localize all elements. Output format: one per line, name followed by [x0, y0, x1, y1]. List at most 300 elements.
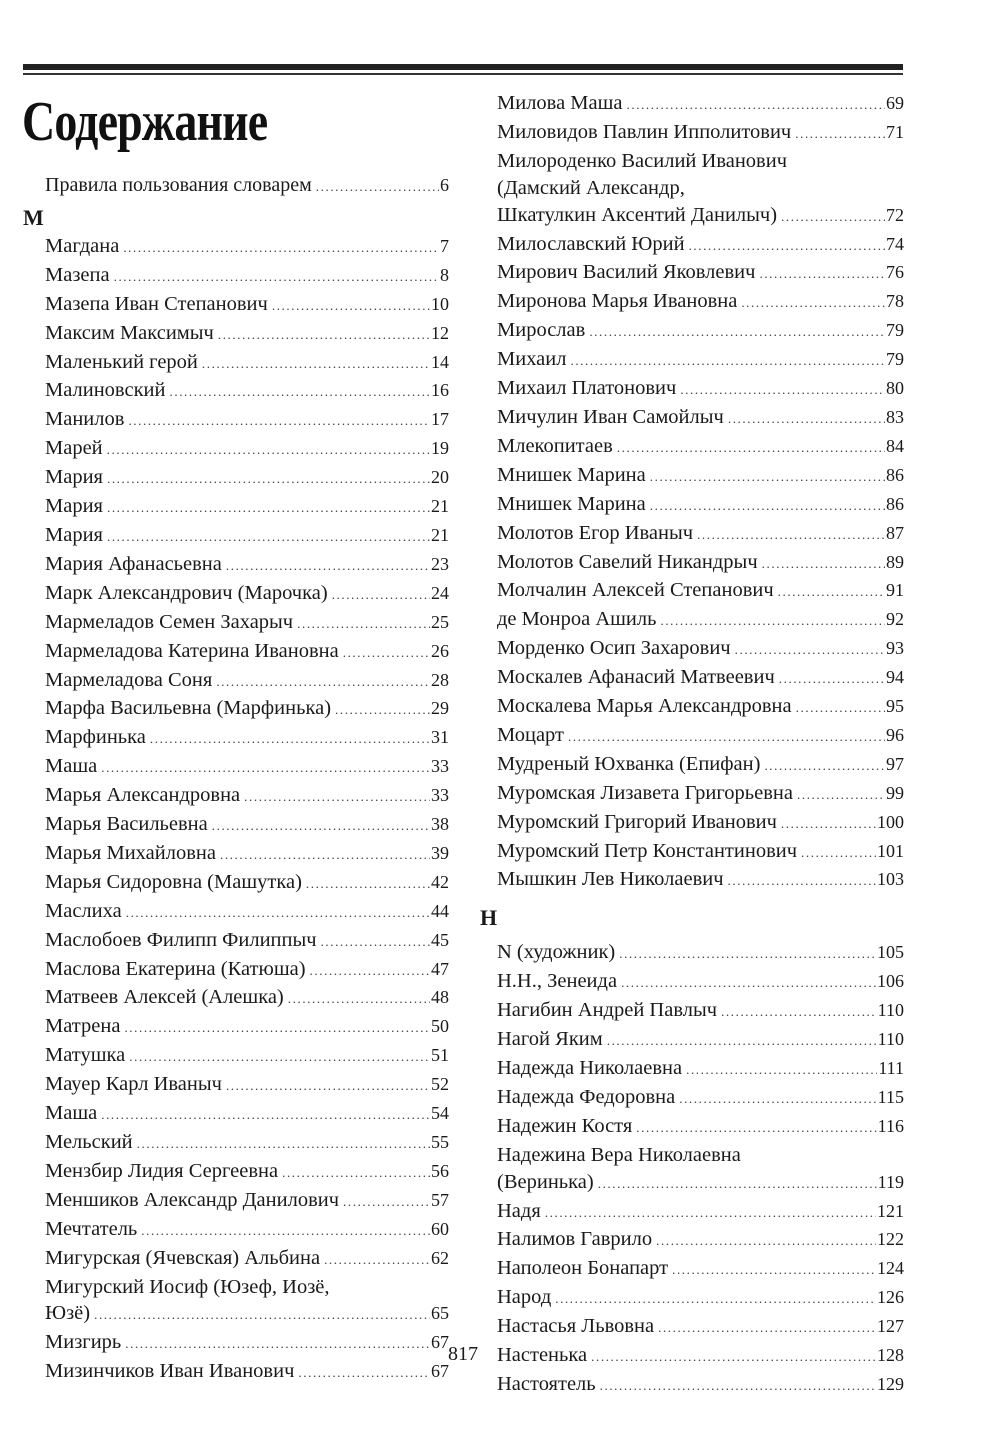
toc-entry[interactable] [45, 377, 449, 406]
leader-dots [570, 348, 885, 375]
leader-dots [126, 900, 430, 927]
entry-page: 21 [431, 496, 449, 517]
toc-entry[interactable] [497, 1026, 904, 1055]
toc-entry[interactable] [45, 927, 449, 956]
toc-entry[interactable] [497, 664, 904, 693]
entry-page: 55 [431, 1132, 449, 1152]
entry-page: 116 [877, 1115, 904, 1136]
entry-name: Молотов Савелий Никандрыч [497, 550, 758, 573]
toc-entry[interactable] [497, 751, 904, 780]
entry-name: Мышкин Лев Николаевич [497, 868, 724, 891]
entry-name: Нагибин Андрей Павлыч [497, 999, 718, 1022]
entry-name: Миловидов Павлин Ипполитович [497, 120, 792, 143]
toc-entry[interactable] [45, 1013, 449, 1042]
entry-name: Правила пользования словарем [45, 174, 312, 196]
entry-name: Мармеладова Соня [45, 668, 213, 691]
toc-entry[interactable] [45, 1158, 449, 1187]
toc-entry[interactable] [45, 320, 449, 349]
entry-name: Муромская Лизавета Григорьевна [497, 781, 793, 804]
entry-name-line1: Милороденко Василий Иванович [497, 149, 788, 172]
entry-page: 28 [431, 669, 449, 690]
entry-page: 100 [877, 811, 904, 832]
entry-name: Мармеладова Катерина Ивановна [45, 639, 339, 662]
entry-page: 79 [886, 349, 904, 370]
leader-dots [797, 782, 885, 809]
entry-name: Надежин Костя [497, 1114, 633, 1137]
entry-name: Милославский Юрий [497, 232, 685, 255]
entry-page: 65 [431, 1303, 449, 1324]
toc-entry-rules[interactable] [45, 172, 449, 201]
entry-page: 33 [431, 756, 449, 777]
leader-dots [621, 970, 876, 997]
entry-name: Маша [45, 1102, 98, 1125]
leader-dots [636, 1115, 876, 1142]
leader-dots [226, 553, 430, 580]
leader-dots [589, 319, 885, 346]
entry-name: Маслиха [45, 899, 122, 922]
entry-name: Марья Васильевна [45, 813, 208, 836]
entry-page: 103 [877, 869, 904, 890]
leader-dots [568, 724, 885, 751]
section-letter-n: Н [480, 905, 498, 931]
entry-page: 51 [431, 1045, 449, 1066]
toc-entry[interactable] [497, 288, 904, 317]
entry-page: 21 [431, 524, 449, 545]
toc-list-m-right-head [497, 90, 904, 148]
leader-dots [114, 264, 439, 291]
leader-dots [619, 941, 876, 968]
entry-name: Настенька [497, 1344, 588, 1367]
entry-page: 42 [431, 871, 449, 892]
entry-page: 111 [878, 1058, 904, 1078]
leader-dots [781, 811, 876, 838]
leader-dots [779, 666, 885, 693]
entry-name: Марья Сидоровна (Машутка) [45, 870, 302, 893]
toc-entry[interactable] [497, 693, 904, 722]
entry-name: Мауер Карл Иваныч [45, 1073, 222, 1096]
toc-entry[interactable] [497, 722, 904, 751]
toc-left-column [23, 172, 449, 1387]
entry-page: 23 [431, 553, 449, 574]
entry-page: 39 [431, 842, 449, 863]
entry-name: Миронова Марья Ивановна [497, 290, 738, 313]
leader-dots [310, 958, 430, 985]
entry-page: 25 [431, 611, 449, 632]
entry-page: 62 [431, 1247, 449, 1268]
toc-list-n-tail [497, 1198, 904, 1400]
toc-entry[interactable] [45, 1129, 449, 1158]
toc-entry[interactable] [497, 549, 904, 578]
toc-entry[interactable] [45, 1216, 449, 1245]
entry-page: 83 [886, 406, 904, 427]
entry-name: Мензбир Лидия Сергеевна [45, 1159, 279, 1182]
toc-entry[interactable] [497, 346, 904, 375]
toc-entry[interactable] [45, 349, 449, 378]
entry-name: Мудреный Юхванка (Епифан) [497, 752, 761, 775]
entry-page: 31 [431, 727, 449, 748]
entry-page: 7 [440, 235, 449, 256]
leader-dots [728, 868, 876, 895]
entry-name: Нагой Яким [497, 1028, 603, 1051]
toc-entry[interactable] [497, 491, 904, 520]
entry-name: Маслобоев Филипп Филиппыч [45, 928, 317, 951]
toc-entry[interactable] [497, 635, 904, 664]
toc-entry[interactable] [45, 667, 449, 696]
entry-page: 93 [886, 638, 904, 659]
entry-name: Народ [497, 1286, 552, 1309]
leader-dots [795, 121, 885, 148]
toc-entry[interactable] [45, 522, 449, 551]
toc-entry[interactable] [497, 1084, 904, 1113]
leader-dots [107, 437, 430, 464]
entry-page: 74 [886, 233, 904, 254]
toc-entry[interactable] [497, 577, 904, 606]
leader-dots [244, 784, 430, 811]
entry-name: Надежда Николаевна [497, 1057, 683, 1079]
entry-name: Максим Максимыч [45, 321, 214, 344]
entry-page: 91 [886, 580, 904, 601]
leader-dots [101, 755, 430, 782]
entry-name: Магдана [45, 234, 120, 257]
toc-entry[interactable] [497, 780, 904, 809]
entry-page: 87 [886, 522, 904, 543]
entry-page: 48 [431, 987, 449, 1008]
entry-name: Мизгирь [45, 1331, 122, 1354]
leader-dots [137, 1131, 430, 1158]
entry-page: 119 [877, 1171, 904, 1192]
entry-name: Маленький герой [45, 350, 198, 373]
toc-entry[interactable] [497, 433, 904, 462]
entry-page: 126 [877, 1287, 904, 1308]
entry-page: 71 [886, 121, 904, 142]
toc-entry[interactable] [497, 317, 904, 346]
entry-name-line1: Мигурский Иосиф (Юзеф, Иозё, [45, 1275, 330, 1298]
entry-name: Мнишек Марина [497, 492, 646, 515]
toc-entry[interactable] [45, 493, 449, 522]
leader-dots [107, 466, 430, 493]
entry-name: Милова Маша [497, 92, 623, 114]
leader-dots [343, 1189, 430, 1216]
entry-page: 19 [431, 438, 449, 459]
toc-entry[interactable] [45, 724, 449, 753]
entry-page: 94 [886, 667, 904, 688]
leader-dots [282, 1160, 430, 1187]
leader-dots [658, 1315, 876, 1342]
leader-dots [764, 753, 885, 780]
entry-name: N (художник) [497, 941, 616, 964]
entry-page: 20 [431, 467, 449, 488]
entry-page: 124 [877, 1258, 904, 1279]
leader-dots [129, 1044, 430, 1071]
toc-entry[interactable] [45, 1071, 449, 1100]
toc-entry[interactable] [45, 262, 449, 291]
leader-dots [679, 1086, 876, 1113]
toc-entry[interactable] [497, 1255, 904, 1284]
leader-dots [801, 840, 876, 867]
toc-entry[interactable] [45, 782, 449, 811]
toc-entry[interactable] [497, 148, 904, 231]
entry-name: Мария [45, 495, 103, 518]
entry-name: Налимов Гаврило [497, 1228, 653, 1251]
toc-entry[interactable] [497, 809, 904, 838]
entry-name: Мария [45, 523, 103, 546]
entry-page: 44 [431, 900, 449, 921]
toc-entry[interactable] [45, 435, 449, 464]
leader-dots [335, 697, 430, 724]
entry-page: 97 [886, 753, 904, 774]
entry-name: Маша [45, 755, 98, 778]
entry-name: Москалева Марья Александровна [497, 695, 792, 718]
entry-name: Муромский Григорий Иванович [497, 810, 777, 833]
toc-entry[interactable] [45, 638, 449, 667]
entry-name: Матвеев Алексей (Алешка) [45, 986, 284, 1009]
toc-entry[interactable] [45, 291, 449, 320]
leader-dots [672, 1257, 876, 1284]
entry-name: Марья Александровна [45, 784, 241, 807]
leader-dots [343, 640, 430, 667]
entry-name: Настасья Львовна [497, 1315, 655, 1338]
toc-entry[interactable] [45, 869, 449, 898]
entry-page: 8 [440, 264, 449, 285]
entry-name: Мирослав [497, 319, 586, 342]
entry-name: Матрена [45, 1015, 121, 1038]
leader-dots [728, 406, 885, 433]
entry-page: 129 [877, 1373, 904, 1394]
leader-dots [306, 871, 430, 898]
leader-dots [107, 495, 430, 522]
leader-dots [600, 1373, 876, 1400]
toc-entry[interactable] [45, 1187, 449, 1216]
entry-page: 122 [877, 1229, 904, 1250]
entry-page: 79 [886, 320, 904, 341]
entry-name: Мичулин Иван Самойлыч [497, 405, 724, 428]
entry-name-line2: (Дамский Александр, [497, 176, 685, 199]
entry-page: 106 [877, 971, 904, 992]
toc-right-column [480, 90, 904, 1400]
toc-entry[interactable] [45, 1245, 449, 1274]
leader-dots [689, 233, 885, 260]
toc-entry[interactable] [45, 551, 449, 580]
toc-entry[interactable] [497, 1113, 904, 1142]
leader-dots [762, 551, 885, 578]
entry-name: Мария [45, 466, 103, 489]
toc-entry[interactable] [45, 840, 449, 869]
leader-dots [94, 1302, 430, 1329]
toc-entry[interactable] [497, 1226, 904, 1255]
toc-entry[interactable] [497, 1313, 904, 1342]
entry-page: 115 [877, 1086, 904, 1107]
entry-page: 80 [886, 378, 904, 399]
entry-name: Марей [45, 437, 103, 460]
leader-dots [316, 174, 439, 201]
entry-name-line2: (Веринька) [497, 1170, 594, 1193]
entry-page: 89 [886, 551, 904, 572]
entry-page: 84 [886, 435, 904, 456]
toc-entry[interactable] [45, 580, 449, 609]
leader-dots [759, 261, 885, 288]
toc-entry[interactable] [45, 956, 449, 985]
section-letter-m: М [23, 204, 44, 230]
leader-dots [128, 408, 430, 435]
toc-entry[interactable] [45, 1100, 449, 1129]
leader-dots [721, 999, 877, 1026]
entry-page: 26 [431, 640, 449, 661]
entry-page: 72 [886, 204, 904, 225]
toc-entry[interactable] [497, 404, 904, 433]
entry-name: Мазепа [45, 263, 110, 286]
leader-dots [617, 435, 885, 462]
leader-dots [141, 1218, 430, 1245]
leader-dots [781, 204, 885, 231]
entry-name: де Монроа Ашиль [497, 608, 657, 631]
entry-name: Молчалин Алексей Степанович [497, 579, 774, 602]
entry-name: Наполеон Бонапарт [497, 1257, 669, 1280]
entry-page: 29 [431, 698, 449, 719]
entry-name: Марфа Васильевна (Марфинька) [45, 697, 332, 720]
entry-page: 33 [431, 785, 449, 806]
toc-entry[interactable] [45, 811, 449, 840]
entry-page: 17 [431, 409, 449, 430]
entry-name: Мнишек Марина [497, 463, 646, 486]
leader-dots [656, 1228, 876, 1255]
leader-dots [124, 1015, 430, 1042]
entry-page: 78 [886, 291, 904, 312]
entry-page: 121 [877, 1200, 904, 1221]
toc-entry[interactable] [497, 968, 904, 997]
leader-dots [212, 813, 430, 840]
entry-page: 16 [431, 380, 449, 401]
entry-page: 96 [886, 724, 904, 745]
entry-page: 52 [431, 1074, 449, 1095]
entry-name: Мигурская (Ячевская) Альбина [45, 1246, 321, 1269]
leader-dots [796, 695, 885, 722]
header-rule-thin [23, 73, 903, 75]
entry-name: Мечтатель [45, 1217, 138, 1240]
entry-name: Надя [497, 1199, 541, 1222]
entry-page: 45 [431, 929, 449, 950]
toc-entry[interactable] [497, 1142, 904, 1198]
leader-dots [627, 92, 885, 119]
leader-dots [272, 293, 430, 320]
entry-page: 69 [886, 93, 904, 113]
entry-name: Молотов Егор Иваныч [497, 521, 694, 544]
toc-entry[interactable] [45, 406, 449, 435]
entry-name: Михаил Платонович [497, 377, 677, 400]
page-number: 817 [448, 1343, 478, 1365]
entry-page: 67 [431, 1361, 449, 1382]
entry-page: 6 [440, 175, 449, 195]
entry-name: Мармеладов Семен Захарыч [45, 610, 294, 633]
toc-entry[interactable] [497, 375, 904, 404]
entry-name: Н.Н., Зенеида [497, 970, 618, 993]
toc-entry[interactable] [497, 939, 904, 968]
toc-entry[interactable] [45, 609, 449, 638]
leader-dots [680, 377, 885, 404]
entry-page: 76 [886, 262, 904, 283]
toc-entry[interactable] [45, 464, 449, 493]
toc-entry[interactable] [497, 231, 904, 260]
leader-dots [555, 1286, 876, 1313]
toc-entry[interactable] [45, 1274, 449, 1330]
leader-dots [321, 929, 430, 956]
toc-entry[interactable] [497, 462, 904, 491]
leader-dots [220, 842, 430, 869]
entry-page: 14 [431, 351, 449, 372]
toc-entry[interactable] [497, 997, 904, 1026]
toc-entry[interactable] [497, 259, 904, 288]
toc-entry[interactable] [497, 1371, 904, 1400]
toc-entry[interactable] [45, 1042, 449, 1071]
entry-name-line1: Надежина Вера Николаевна [497, 1143, 741, 1166]
toc-entry[interactable] [497, 1055, 904, 1084]
toc-entry[interactable] [497, 838, 904, 867]
entry-page: 128 [877, 1345, 904, 1366]
leader-dots [297, 611, 430, 638]
entry-name: Марфинька [45, 726, 146, 749]
entry-name: Мизинчиков Иван Иванович [45, 1360, 295, 1383]
toc-entry[interactable] [497, 119, 904, 148]
toc-entry[interactable] [497, 866, 904, 895]
leader-dots [607, 1028, 877, 1055]
leader-dots [324, 1247, 430, 1274]
entry-page: 60 [431, 1218, 449, 1239]
entry-name: Маслова Екатерина (Катюша) [45, 957, 306, 980]
entry-page: 57 [431, 1189, 449, 1210]
entry-name: Марк Александрович (Марочка) [45, 581, 328, 604]
entry-page: 99 [886, 782, 904, 803]
leader-dots [101, 1102, 430, 1129]
toc-entry[interactable] [497, 1284, 904, 1313]
toc-entry[interactable] [497, 606, 904, 635]
entry-page: 105 [877, 942, 904, 963]
toc-entry[interactable] [45, 898, 449, 927]
toc-entry[interactable] [497, 1198, 904, 1227]
entry-name: Манилов [45, 408, 125, 431]
leader-dots [650, 464, 885, 491]
entry-page: 86 [886, 464, 904, 485]
entry-name: Мария Афанасьевна [45, 552, 222, 575]
leader-dots [107, 524, 430, 551]
entry-page: 56 [431, 1160, 449, 1181]
toc-entry[interactable] [45, 753, 449, 782]
entry-name: Настоятель [497, 1372, 596, 1395]
leader-dots [226, 1073, 430, 1100]
leader-dots [202, 351, 430, 378]
entry-name: Мазепа Иван Степанович [45, 292, 268, 315]
entry-page: 86 [886, 493, 904, 514]
entry-name: Москалев Афанасий Матвеевич [497, 666, 775, 689]
entry-page: 92 [886, 609, 904, 630]
toc-entry[interactable] [497, 90, 904, 119]
entry-page: 12 [431, 322, 449, 343]
entry-page: 67 [431, 1332, 449, 1353]
entry-page: 50 [431, 1016, 449, 1037]
leader-dots [598, 1171, 877, 1198]
leader-dots [697, 522, 885, 549]
entry-page: 24 [431, 582, 449, 603]
toc-entry[interactable] [45, 695, 449, 724]
entry-name: Малиновский [45, 379, 166, 402]
entry-name: Мирович Василий Яковлевич [497, 261, 756, 284]
entry-name: Марья Михайловна [45, 841, 216, 864]
entry-name: Морденко Осип Захарович [497, 637, 731, 660]
entry-page: 95 [886, 696, 904, 717]
page-title: Содержание [22, 91, 268, 153]
toc-entry[interactable] [45, 233, 449, 262]
toc-entry[interactable] [45, 984, 449, 1013]
leader-dots [735, 637, 885, 664]
toc-entry[interactable] [497, 520, 904, 549]
